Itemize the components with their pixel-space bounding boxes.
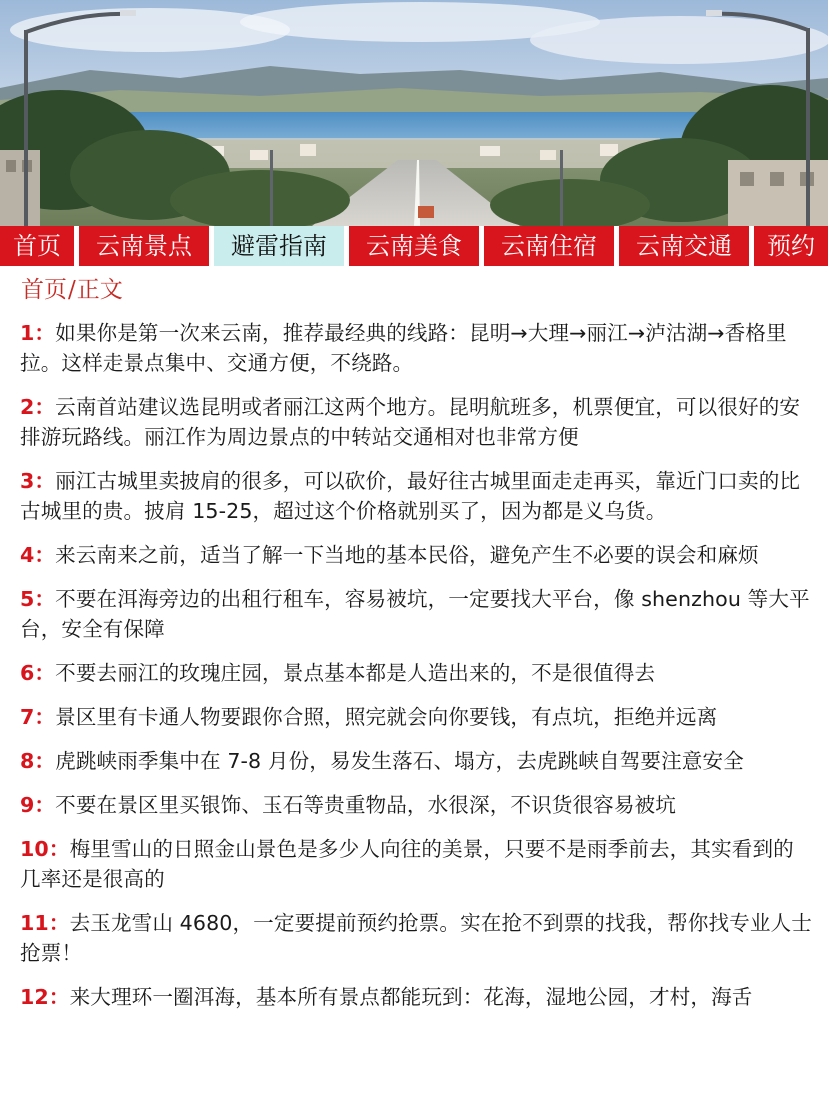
- breadcrumb: [21, 272, 123, 308]
- tip-text: 不要在洱海旁边的出租行租车，容易被坑，一定要找大平台，像 shenzhou 等大平台，安全有保障: [20, 587, 810, 641]
- nav-tab-yunnan-attractions[interactable]: 云南景点: [79, 226, 209, 266]
- nav-tab-booking[interactable]: 预约: [754, 226, 828, 266]
- tip-item: [20, 540, 814, 570]
- tip-text: 如果你是第一次来云南，推荐最经典的线路：昆明→大理→丽江→泸沽湖→香格里拉。这样走景点集中、交通方便，不绕路。: [20, 321, 787, 375]
- tip-text: 丽江古城里卖披肩的很多，可以砍价，最好往古城里面走走再买，靠近门口卖的比古城里的贵。披肩 15-25，超过这个价格就别买了，因为都是义乌货。: [20, 469, 801, 523]
- tip-item: [20, 658, 814, 688]
- tip-item: [20, 466, 814, 526]
- tip-item: [20, 318, 814, 378]
- hero-banner-image: [0, 0, 828, 226]
- breadcrumb-home-link[interactable]: 首页: [21, 277, 67, 303]
- tip-number: 12：: [20, 985, 70, 1009]
- tip-number: 8：: [20, 749, 56, 773]
- tip-number: 11：: [20, 911, 70, 935]
- tip-text: 梅里雪山的日照金山景色是多少人向往的美景，只要不是雨季前去，其实看到的几率还是很高的: [20, 837, 794, 891]
- article-body: [20, 318, 814, 1026]
- nav-tab-yunnan-transport[interactable]: 云南交通: [619, 226, 749, 266]
- nav-tab-pitfall-guide[interactable]: 避雷指南: [214, 226, 344, 266]
- tip-number: 6：: [20, 661, 56, 685]
- tip-item: [20, 834, 814, 894]
- tip-text: 不要去丽江的玫瑰庄园，景点基本都是人造出来的，不是很值得去: [55, 661, 656, 685]
- tip-item: [20, 746, 814, 776]
- tip-number: 2：: [20, 395, 56, 419]
- tip-item: [20, 584, 814, 644]
- tip-text: 去玉龙雪山 4680，一定要提前预约抢票。实在抢不到票的找我，帮你找专业人士抢票！: [20, 911, 812, 965]
- tip-number: 10：: [20, 837, 70, 861]
- tip-number: 9：: [20, 793, 56, 817]
- tip-text: 来大理环一圈洱海，基本所有景点都能玩到：花海，湿地公园，才村，海舌: [69, 985, 753, 1009]
- nav-tab-yunnan-lodging[interactable]: 云南住宿: [484, 226, 614, 266]
- tip-item: [20, 702, 814, 732]
- tip-item: [20, 982, 814, 1012]
- tip-number: 3：: [20, 469, 56, 493]
- tip-number: 4：: [20, 543, 56, 567]
- breadcrumb-separator: /: [68, 277, 76, 303]
- tip-item: [20, 908, 814, 968]
- nav-tab-home[interactable]: 首页: [0, 226, 74, 266]
- tip-number: 7：: [20, 705, 56, 729]
- tip-number: 1：: [20, 321, 56, 345]
- top-nav-bar: [0, 226, 828, 266]
- tip-item: [20, 392, 814, 452]
- breadcrumb-current: 正文: [76, 277, 123, 303]
- nav-tab-yunnan-food[interactable]: 云南美食: [349, 226, 479, 266]
- tip-text: 景区里有卡通人物要跟你合照，照完就会向你要钱，有点坑，拒绝并远离: [55, 705, 718, 729]
- tip-text: 来云南来之前，适当了解一下当地的基本民俗，避免产生不必要的误会和麻烦: [55, 543, 759, 567]
- tip-text: 不要在景区里买银饰、玉石等贵重物品，水很深，不识货很容易被坑: [55, 793, 676, 817]
- tip-item: [20, 790, 814, 820]
- tip-text: 虎跳峡雨季集中在 7-8 月份，易发生落石、塌方，去虎跳峡自驾要注意安全: [55, 749, 744, 773]
- tip-text: 云南首站建议选昆明或者丽江这两个地方。昆明航班多，机票便宜，可以很好的安排游玩路线。丽江作为周边景点的中转站交通相对也非常方便: [20, 395, 801, 449]
- tip-number: 5：: [20, 587, 56, 611]
